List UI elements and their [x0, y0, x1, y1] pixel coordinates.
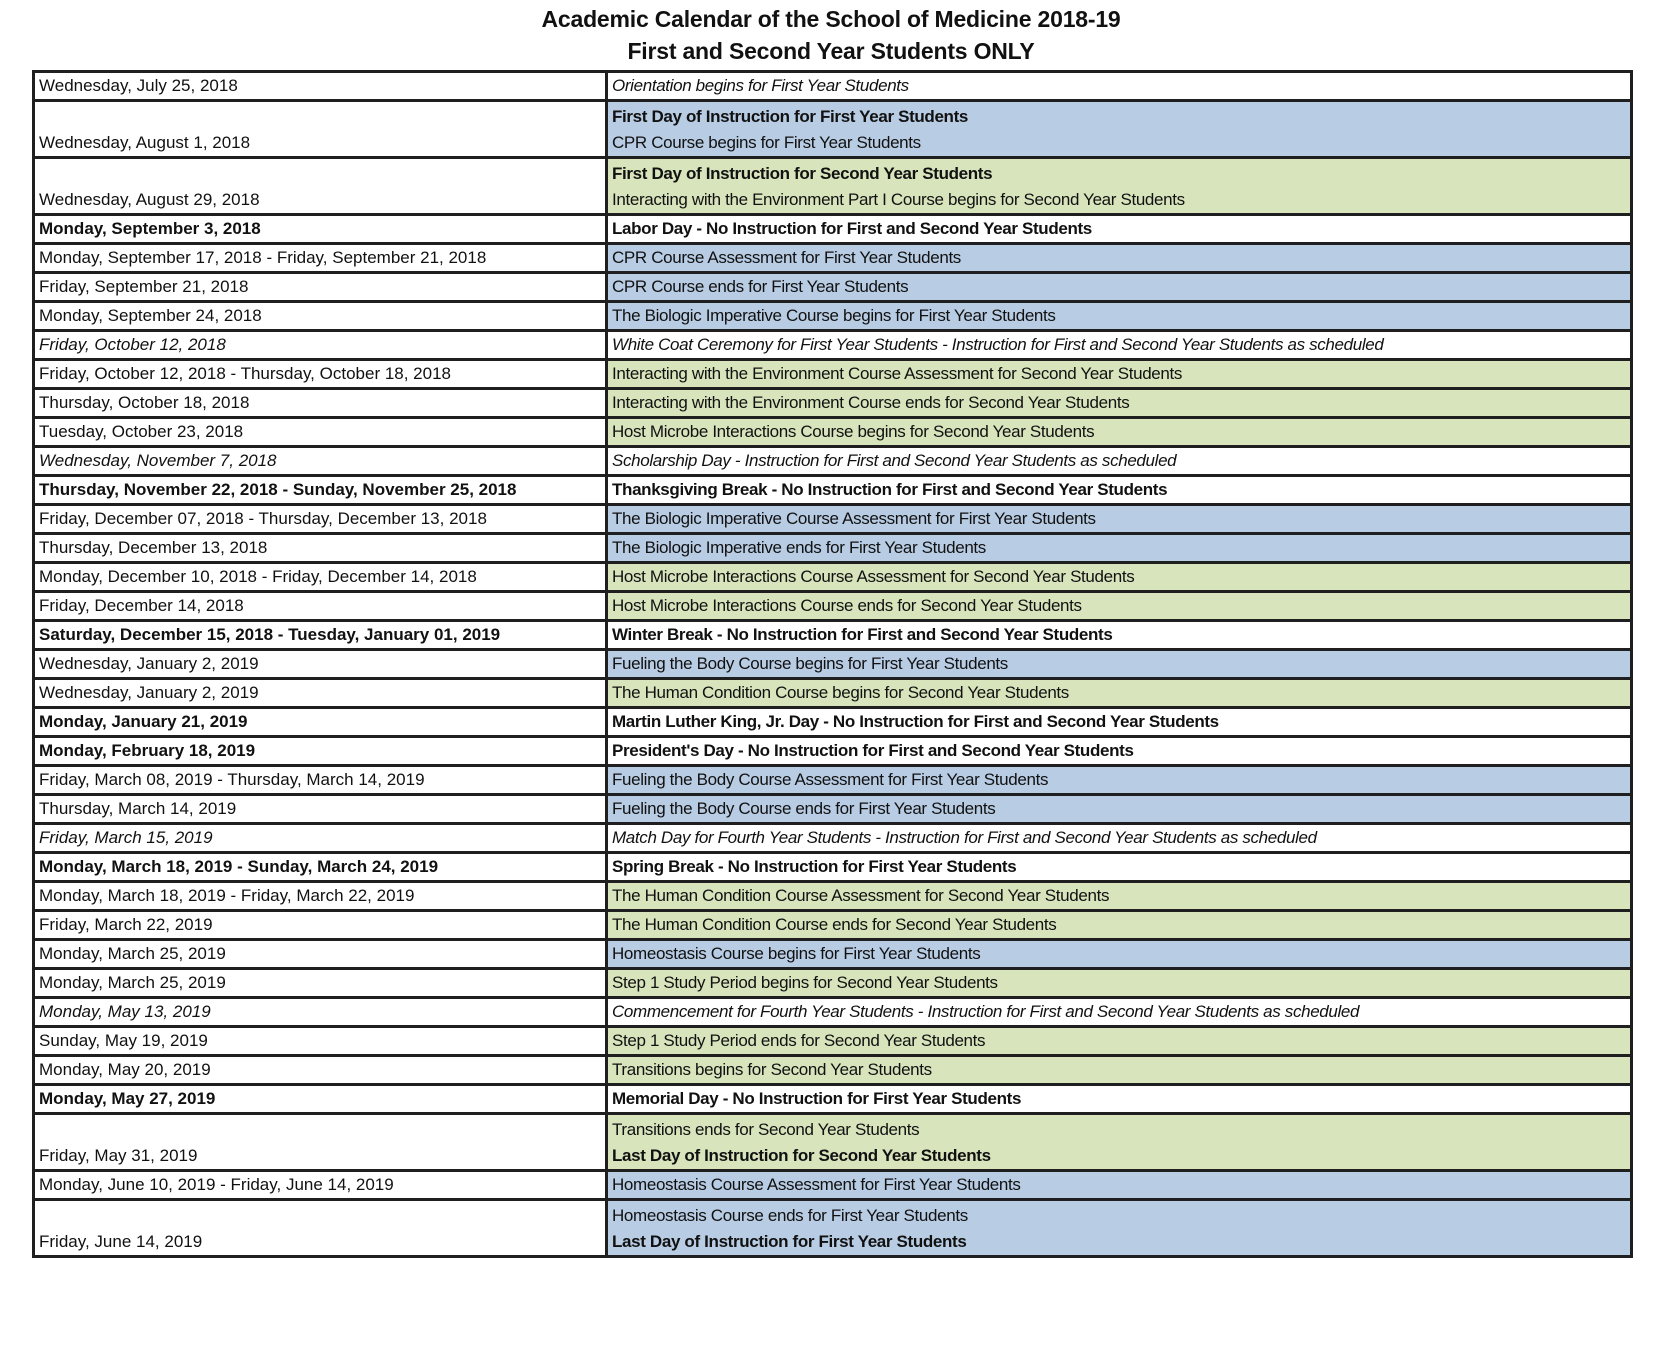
event-date: Tuesday, October 23, 2018 — [34, 418, 607, 447]
event-text: Homeostasis Course ends for First Year Students — [612, 1206, 968, 1225]
calendar-row — [34, 476, 1632, 505]
event-date: Monday, June 10, 2019 - Friday, June 14, 2019 — [34, 1171, 607, 1200]
event-description — [607, 215, 1632, 244]
calendar-row — [34, 273, 1632, 302]
event-description — [607, 853, 1632, 882]
event-date: Friday, October 12, 2018 — [34, 331, 607, 360]
calendar-row — [34, 679, 1632, 708]
calendar-row — [34, 824, 1632, 853]
event-description — [607, 592, 1632, 621]
calendar-row — [34, 795, 1632, 824]
calendar-row — [34, 766, 1632, 795]
event-date: Wednesday, January 2, 2019 — [34, 679, 607, 708]
calendar-row — [34, 737, 1632, 766]
event-description — [607, 418, 1632, 447]
calendar-row — [34, 882, 1632, 911]
event-text: Winter Break - No Instruction for First and Second Year Students — [612, 625, 1113, 644]
event-text: President's Day - No Instruction for First and Second Year Students — [612, 741, 1134, 760]
event-date: Monday, March 25, 2019 — [34, 969, 607, 998]
event-text: Thanksgiving Break - No Instruction for First and Second Year Students — [612, 480, 1168, 499]
calendar-row — [34, 853, 1632, 882]
event-description — [607, 302, 1632, 331]
event-description — [607, 563, 1632, 592]
event-date: Friday, March 08, 2019 - Thursday, March 14, 2019 — [34, 766, 607, 795]
event-text: Interacting with the Environment Course Assessment for Second Year Students — [612, 364, 1183, 383]
event-description — [607, 824, 1632, 853]
calendar-table — [32, 70, 1633, 1258]
calendar-row — [34, 1056, 1632, 1085]
event-date: Monday, May 27, 2019 — [34, 1085, 607, 1114]
event-description — [607, 534, 1632, 563]
event-description — [607, 505, 1632, 534]
event-date: Monday, May 20, 2019 — [34, 1056, 607, 1085]
event-description — [607, 1085, 1632, 1114]
event-date: Wednesday, January 2, 2019 — [34, 650, 607, 679]
event-text: Homeostasis Course begins for First Year Students — [612, 944, 981, 963]
event-text: Interacting with the Environment Course ends for Second Year Students — [612, 393, 1130, 412]
event-date: Monday, September 17, 2018 - Friday, September 21, 2018 — [34, 244, 607, 273]
event-text: Commencement for Fourth Year Students - Instruction for First and Second Year Students as scheduled — [612, 1002, 1360, 1021]
event-description — [607, 679, 1632, 708]
event-date: Thursday, November 22, 2018 - Sunday, November 25, 2018 — [34, 476, 607, 505]
calendar-row — [34, 592, 1632, 621]
event-date: Monday, March 18, 2019 - Friday, March 22, 2019 — [34, 882, 607, 911]
calendar-row — [34, 360, 1632, 389]
event-date: Friday, December 14, 2018 — [34, 592, 607, 621]
calendar-row — [34, 389, 1632, 418]
calendar-row — [34, 911, 1632, 940]
event-description — [607, 708, 1632, 737]
event-description — [607, 650, 1632, 679]
event-text: Fueling the Body Course Assessment for First Year Students — [612, 770, 1049, 789]
event-description — [607, 273, 1632, 302]
calendar-row — [34, 244, 1632, 273]
event-description — [607, 1200, 1632, 1257]
event-text: Last Day of Instruction for First Year Students — [612, 1232, 967, 1251]
event-description — [607, 911, 1632, 940]
event-date: Friday, December 07, 2018 - Thursday, December 13, 2018 — [34, 505, 607, 534]
event-date: Wednesday, November 7, 2018 — [34, 447, 607, 476]
calendar-row — [34, 447, 1632, 476]
calendar-row — [34, 940, 1632, 969]
event-description — [607, 766, 1632, 795]
calendar-row — [34, 563, 1632, 592]
event-text: Step 1 Study Period ends for Second Year Students — [612, 1031, 986, 1050]
event-text: Martin Luther King, Jr. Day - No Instruction for First and Second Year Students — [612, 712, 1219, 731]
event-description — [607, 998, 1632, 1027]
event-text: Fueling the Body Course ends for First Year Students — [612, 799, 996, 818]
event-description — [607, 72, 1632, 101]
calendar-row — [34, 708, 1632, 737]
event-text: First Day of Instruction for Second Year Students — [612, 164, 993, 183]
event-date: Wednesday, July 25, 2018 — [34, 72, 607, 101]
calendar-row — [34, 534, 1632, 563]
event-text: First Day of Instruction for First Year Students — [612, 107, 969, 126]
event-description — [607, 969, 1632, 998]
event-description — [607, 1171, 1632, 1200]
event-description — [607, 476, 1632, 505]
event-date: Friday, June 14, 2019 — [34, 1200, 607, 1257]
event-text: Spring Break - No Instruction for First Year Students — [612, 857, 1017, 876]
event-description — [607, 1056, 1632, 1085]
calendar-row — [34, 1171, 1632, 1200]
calendar-row — [34, 650, 1632, 679]
event-text: The Human Condition Course begins for Second Year Students — [612, 683, 1069, 702]
event-description — [607, 331, 1632, 360]
calendar-row — [34, 998, 1632, 1027]
event-text: Host Microbe Interactions Course begins for Second Year Students — [612, 422, 1095, 441]
event-date: Wednesday, August 1, 2018 — [34, 101, 607, 158]
calendar-row — [34, 1114, 1632, 1171]
event-text: CPR Course ends for First Year Students — [612, 277, 909, 296]
event-description — [607, 158, 1632, 215]
calendar-row — [34, 505, 1632, 534]
event-date: Monday, December 10, 2018 - Friday, December 14, 2018 — [34, 563, 607, 592]
event-date: Friday, March 22, 2019 — [34, 911, 607, 940]
event-description — [607, 1114, 1632, 1171]
event-description — [607, 621, 1632, 650]
event-description — [607, 389, 1632, 418]
event-description — [607, 882, 1632, 911]
calendar-row — [34, 72, 1632, 101]
event-date: Wednesday, August 29, 2018 — [34, 158, 607, 215]
event-text: The Biologic Imperative ends for First Year Students — [612, 538, 986, 557]
event-text: CPR Course begins for First Year Students — [612, 133, 921, 152]
event-description — [607, 737, 1632, 766]
event-text: Match Day for Fourth Year Students - Instruction for First and Second Year Students as scheduled — [612, 828, 1317, 847]
event-text: Host Microbe Interactions Course ends for Second Year Students — [612, 596, 1082, 615]
event-date: Thursday, December 13, 2018 — [34, 534, 607, 563]
event-text: Step 1 Study Period begins for Second Year Students — [612, 973, 998, 992]
event-date: Monday, May 13, 2019 — [34, 998, 607, 1027]
event-text: The Biologic Imperative Course begins for First Year Students — [612, 306, 1056, 325]
event-text: The Human Condition Course Assessment for Second Year Students — [612, 886, 1110, 905]
calendar-row — [34, 101, 1632, 158]
event-date: Monday, March 25, 2019 — [34, 940, 607, 969]
event-text: Memorial Day - No Instruction for First Year Students — [612, 1089, 1022, 1108]
calendar-row — [34, 621, 1632, 650]
event-date: Monday, September 24, 2018 — [34, 302, 607, 331]
event-text: Orientation begins for First Year Students — [612, 76, 909, 95]
event-date: Friday, March 15, 2019 — [34, 824, 607, 853]
event-text: White Coat Ceremony for First Year Students - Instruction for First and Second Year Students as scheduled — [612, 335, 1384, 354]
event-date: Friday, May 31, 2019 — [34, 1114, 607, 1171]
event-text: Homeostasis Course Assessment for First Year Students — [612, 1175, 1021, 1194]
event-date: Thursday, March 14, 2019 — [34, 795, 607, 824]
event-text: Labor Day - No Instruction for First and Second Year Students — [612, 219, 1092, 238]
event-description — [607, 101, 1632, 158]
calendar-row — [34, 302, 1632, 331]
event-text: CPR Course Assessment for First Year Students — [612, 248, 961, 267]
calendar-row — [34, 969, 1632, 998]
calendar-row — [34, 331, 1632, 360]
event-text: Scholarship Day - Instruction for First and Second Year Students as scheduled — [612, 451, 1177, 470]
event-description — [607, 360, 1632, 389]
event-date: Friday, September 21, 2018 — [34, 273, 607, 302]
event-date: Monday, September 3, 2018 — [34, 215, 607, 244]
calendar-row — [34, 1200, 1632, 1257]
event-date: Monday, January 21, 2019 — [34, 708, 607, 737]
event-date: Sunday, May 19, 2019 — [34, 1027, 607, 1056]
event-date: Saturday, December 15, 2018 - Tuesday, January 01, 2019 — [34, 621, 607, 650]
page-subtitle: First and Second Year Students ONLY — [627, 38, 1035, 64]
event-description — [607, 447, 1632, 476]
calendar-row — [34, 418, 1632, 447]
event-text: Interacting with the Environment Part I Course begins for Second Year Students — [612, 190, 1185, 209]
event-date: Monday, February 18, 2019 — [34, 737, 607, 766]
event-description — [607, 940, 1632, 969]
event-text: Transitions ends for Second Year Students — [612, 1120, 920, 1139]
event-text: Fueling the Body Course begins for First Year Students — [612, 654, 1008, 673]
event-date: Friday, October 12, 2018 - Thursday, October 18, 2018 — [34, 360, 607, 389]
event-description — [607, 795, 1632, 824]
calendar-row — [34, 1085, 1632, 1114]
calendar-row — [34, 215, 1632, 244]
event-text: Transitions begins for Second Year Students — [612, 1060, 932, 1079]
page-title: Academic Calendar of the School of Medicine 2018-19 — [541, 6, 1121, 32]
calendar-body — [34, 72, 1632, 1257]
event-description — [607, 244, 1632, 273]
calendar-row — [34, 1027, 1632, 1056]
event-text: Host Microbe Interactions Course Assessment for Second Year Students — [612, 567, 1135, 586]
calendar-row — [34, 158, 1632, 215]
event-text: Last Day of Instruction for Second Year Students — [612, 1146, 991, 1165]
event-date: Thursday, October 18, 2018 — [34, 389, 607, 418]
event-description — [607, 1027, 1632, 1056]
event-text: The Biologic Imperative Course Assessment for First Year Students — [612, 509, 1096, 528]
event-text: The Human Condition Course ends for Second Year Students — [612, 915, 1057, 934]
event-date: Monday, March 18, 2019 - Sunday, March 24, 2019 — [34, 853, 607, 882]
